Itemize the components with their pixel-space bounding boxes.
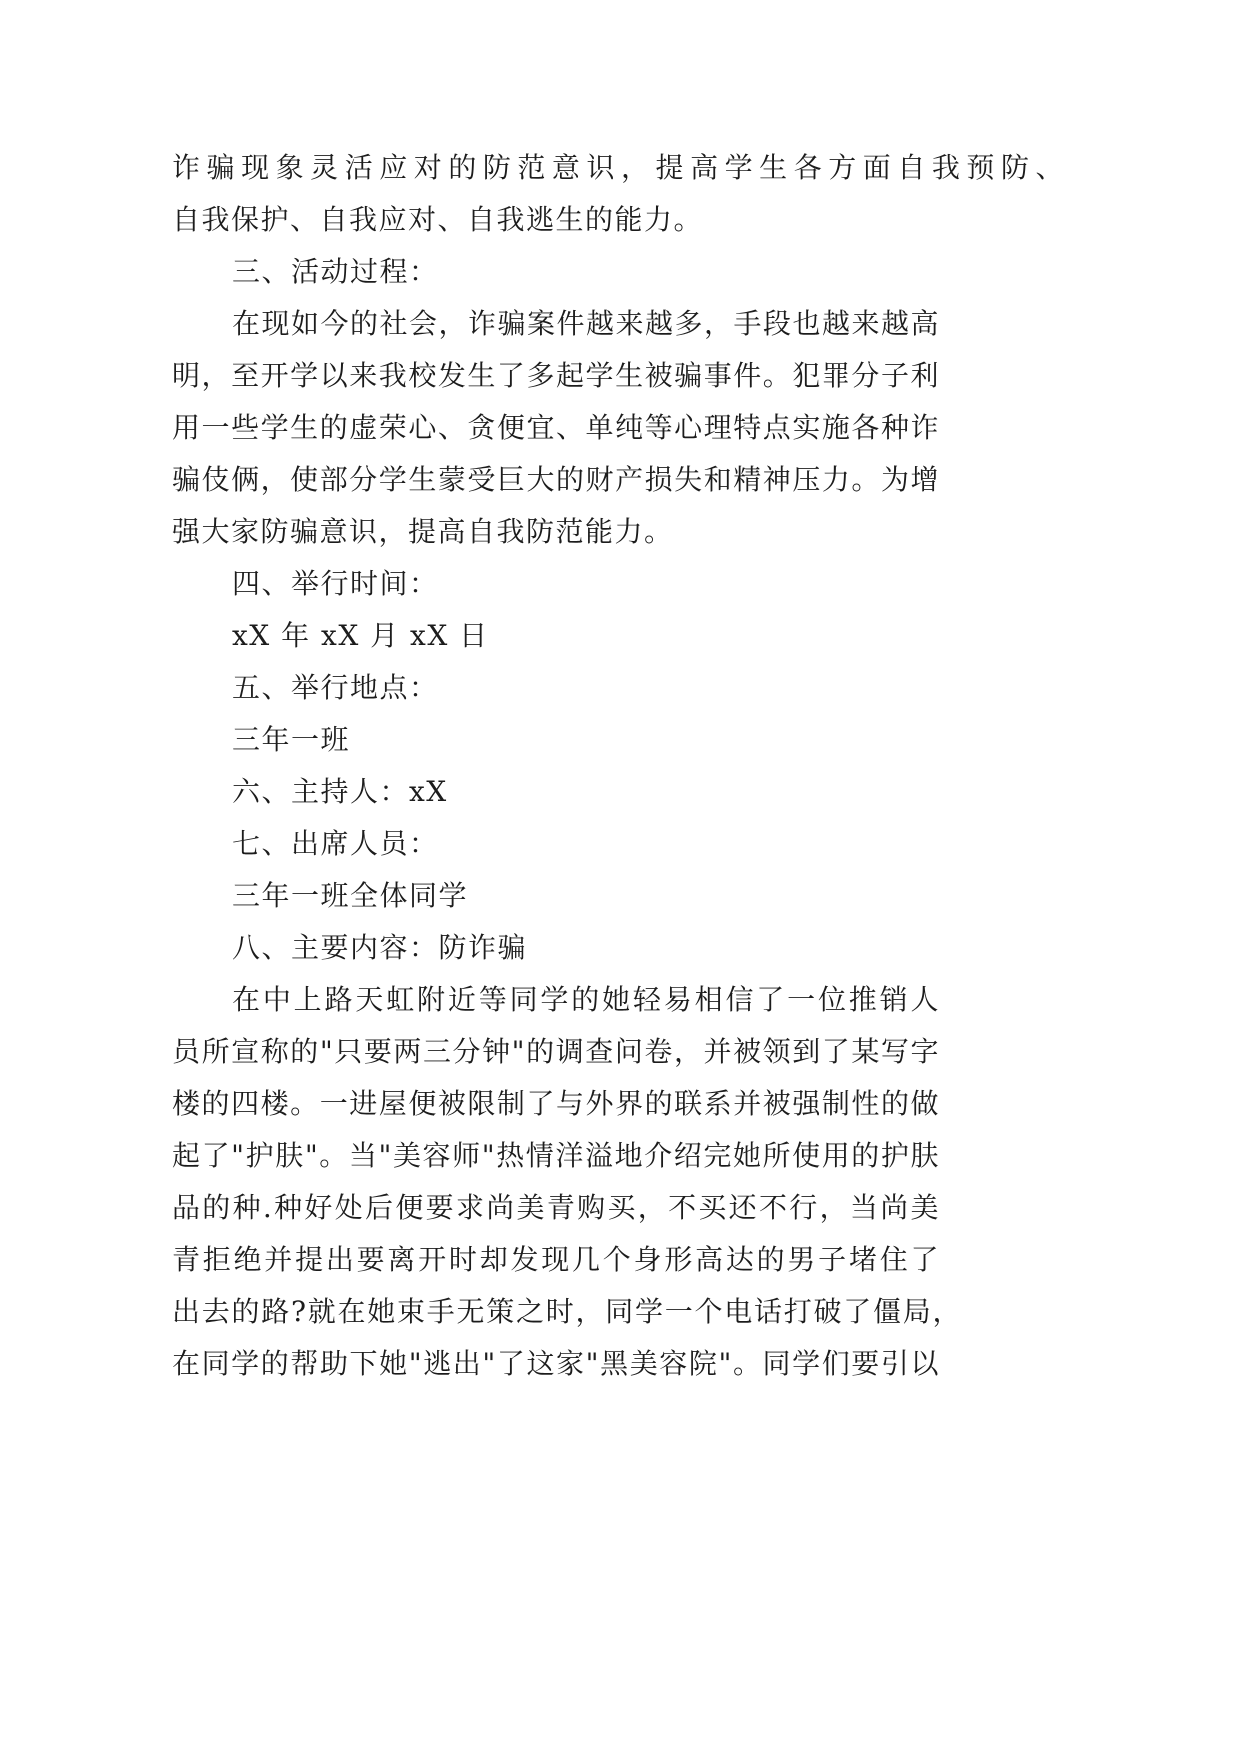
section-heading-host [172,766,1065,818]
section-heading-attendees [172,818,1065,870]
section-heading: 七、出席人员： [232,827,439,860]
text-line: 在同学的帮助下她"逃出"了这家"黑美容院"。同学们要引以 [172,1347,940,1380]
text-line: 骗伎俩，使部分学生蒙受巨大的财产损失和精神压力。为增 [172,463,940,496]
text-line: xX 年 xX 月 xX 日 [232,619,489,652]
section-heading: 五、举行地点： [232,671,439,704]
text-line: 起了"护肤"。当"美容师"热情洋溢地介绍完她所使用的护肤 [172,1139,940,1172]
section-heading: 六、主持人：xX [232,775,448,808]
event-date [172,610,1065,662]
text-line: 诈骗现象灵活应对的防范意识，提高学生各方面自我预防、 [172,151,1065,184]
text-line: 三年一班 [232,723,351,756]
document-body [172,142,1065,1390]
text-line: 用一些学生的虚荣心、贪便宜、单纯等心理特点实施各种诈 [172,411,940,444]
attendees [172,870,1065,922]
text-line: 强大家防骗意识，提高自我防范能力。 [172,515,674,548]
section-heading-location [172,662,1065,714]
text-line: 楼的四楼。一进屋便被限制了与外界的联系并被强制性的做 [172,1087,940,1120]
text-line: 品的种.种好处后便要求尚美青购买，不买还不行，当尚美 [172,1191,940,1224]
paragraph-case-story [172,974,1065,1390]
text-line: 三年一班全体同学 [232,879,469,912]
text-line: 自我保护、自我应对、自我逃生的能力。 [172,203,704,236]
section-heading: 三、活动过程： [232,255,439,288]
text-line: 在现如今的社会，诈骗案件越来越多，手段也越来越高 [232,307,941,340]
text-line: 青拒绝并提出要离开时却发现几个身形高达的男子堵住了 [172,1243,940,1276]
text-line: 在中上路天虹附近等同学的她轻易相信了一位推销人 [232,983,940,1016]
event-location [172,714,1065,766]
section-heading: 四、举行时间： [232,567,439,600]
paragraph-continued [172,142,1065,246]
text-line: 明，至开学以来我校发生了多起学生被骗事件。犯罪分子利 [172,359,940,392]
text-line: 员所宣称的"只要两三分钟"的调查问卷，并被领到了某写字 [172,1035,940,1068]
paragraph-background [172,298,1065,558]
section-heading-time [172,558,1065,610]
section-heading-content [172,922,1065,974]
section-heading-process [172,246,1065,298]
section-heading: 八、主要内容：防诈骗 [232,931,528,964]
text-line: 出去的路?就在她束手无策之时，同学一个电话打破了僵局， [172,1295,962,1328]
